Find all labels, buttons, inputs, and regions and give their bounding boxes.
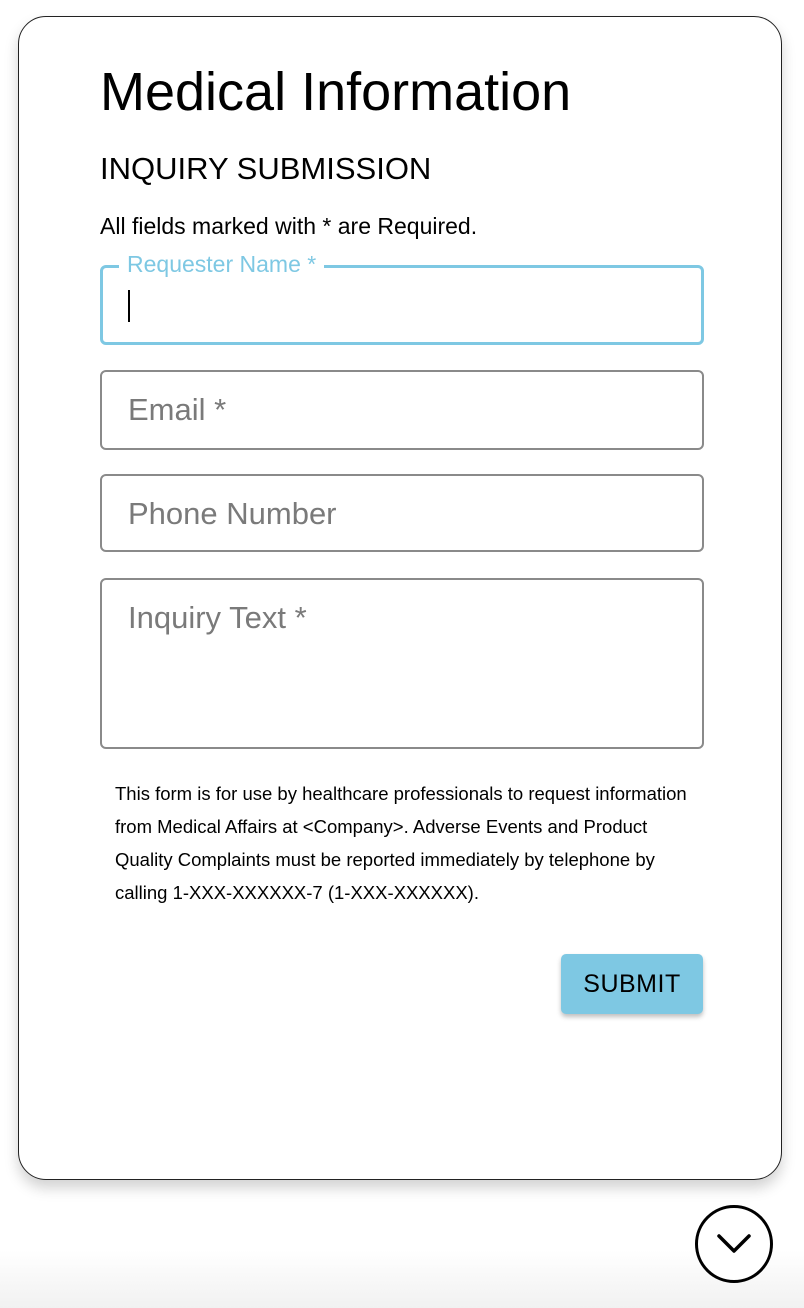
inquiry-form-card: [18, 16, 782, 1180]
page-title: Medical Information: [100, 62, 572, 122]
email-field[interactable]: [100, 370, 704, 450]
email-placeholder: Email *: [128, 392, 227, 427]
inquiry-text-area[interactable]: [100, 578, 704, 749]
chevron-down-icon: [716, 1230, 752, 1258]
scroll-down-button[interactable]: [695, 1205, 773, 1283]
page-bottom-fade: [0, 1250, 804, 1308]
phone-number-placeholder: Phone Number: [128, 496, 337, 531]
requester-name-field[interactable]: [100, 251, 704, 345]
form-subtitle: INQUIRY SUBMISSION: [100, 151, 432, 186]
submit-button[interactable]: SUBMIT: [561, 954, 703, 1014]
disclaimer-text: This form is for use by healthcare professionals to request information from Medical Affairs at <Company>. Adverse Events and Product Quality Complaints must be reported immediately by telephone by calling 1-XXX-XXXXXX-7 (1-XXX-XXXXXX).: [115, 783, 687, 903]
inquiry-text-placeholder: Inquiry Text *: [128, 600, 307, 635]
required-fields-note: All fields marked with * are Required.: [100, 213, 478, 239]
requester-name-label: Requester Name *: [119, 250, 324, 278]
text-caret: [128, 290, 130, 322]
phone-number-field[interactable]: [100, 474, 704, 552]
